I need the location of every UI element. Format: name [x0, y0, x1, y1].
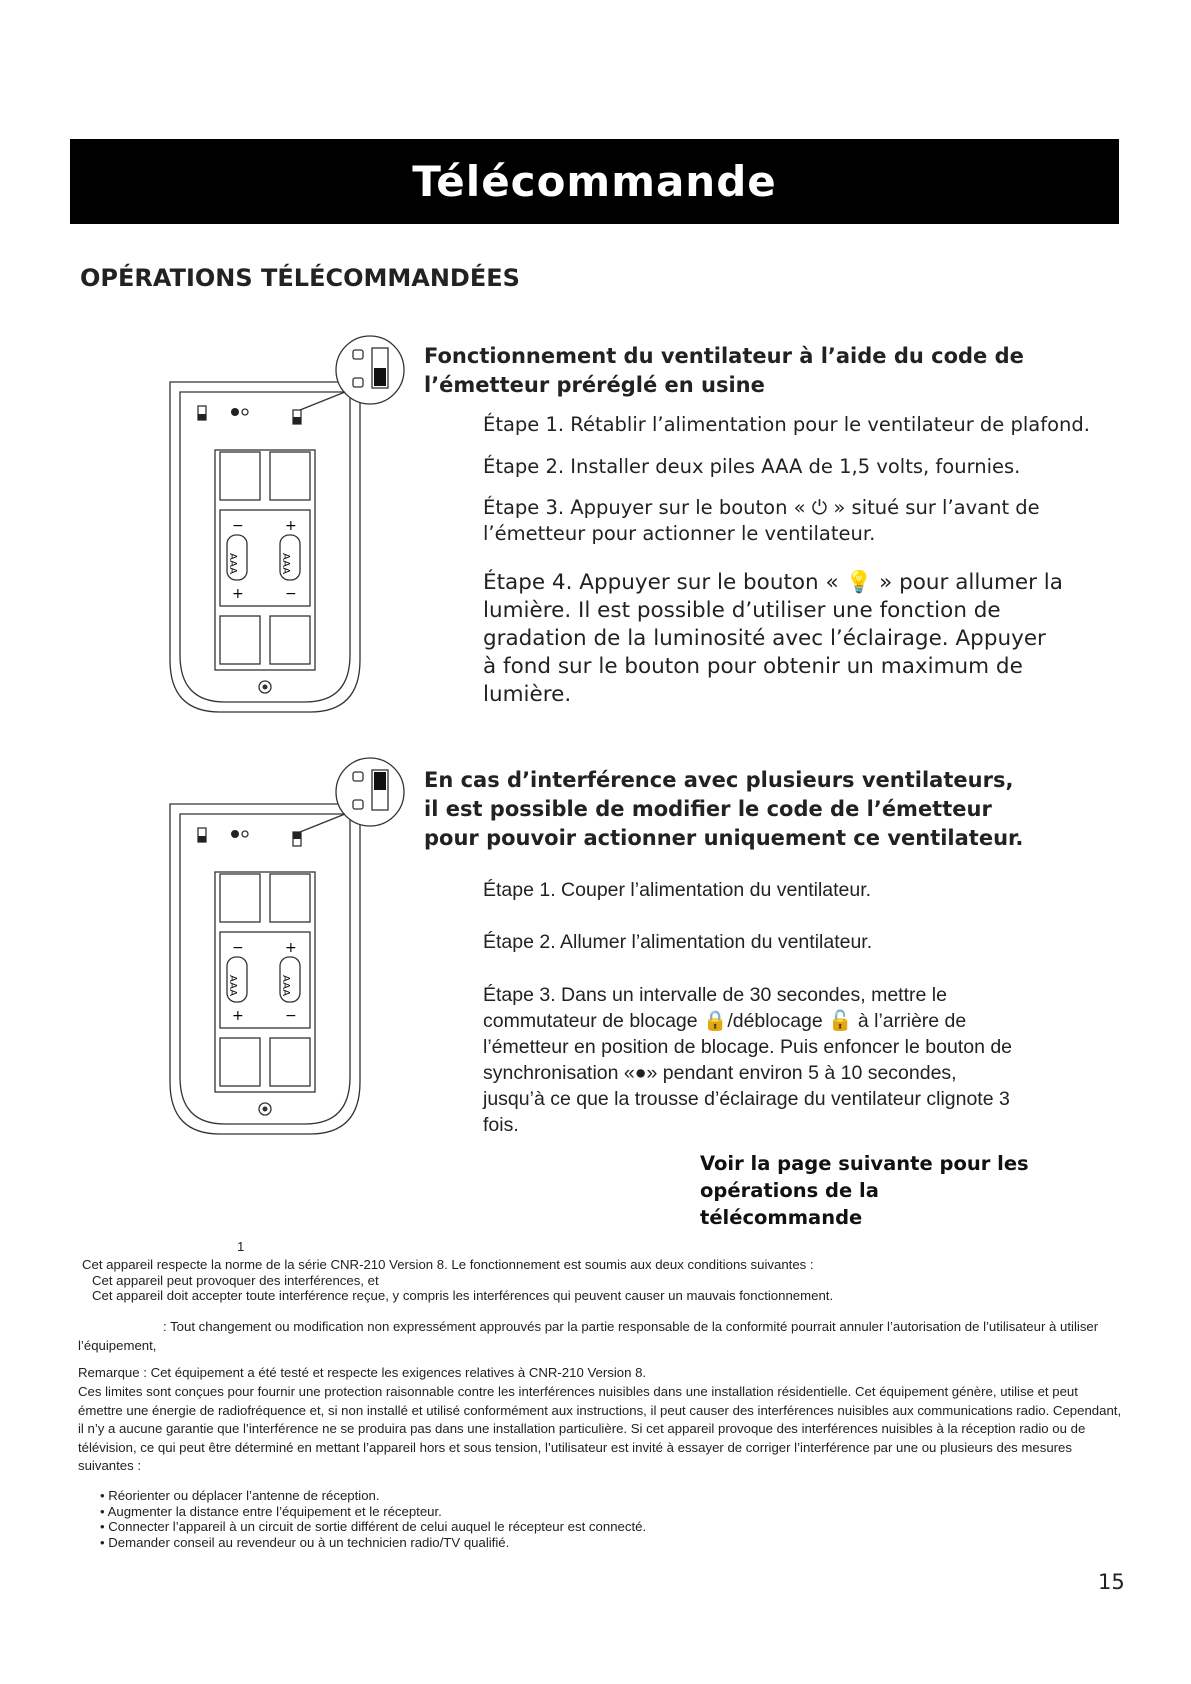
block1-step-2: Étape 2. Installer deux piles AAA de 1,5 volts, fournies. [483, 455, 1021, 478]
block2-step-1: Étape 1. Couper l’alimentation du ventilateur. [483, 879, 872, 901]
page-title-banner [70, 139, 1119, 224]
minus-sign: − [285, 586, 297, 602]
plus-sign: + [285, 518, 297, 534]
block2-heading: En cas d’interférence avec plusieurs ventilateurs, il est possible de modifier le code de l’émetteur pour pouvoir actionner uniquement ce ventilateur. [424, 768, 1024, 850]
remote-body [170, 382, 360, 712]
block1-step-1: Étape 1. Rétablir l’alimentation pour le ventilateur de plafond. [483, 413, 1090, 436]
block1-heading: Fonctionnement du ventilateur à l’aide du code de l’émetteur préréglé en usine [424, 344, 1024, 397]
footnote-marker: 1 [237, 1239, 245, 1254]
plus-sign: + [232, 586, 244, 602]
minus-sign: − [285, 1008, 297, 1024]
remote-body [170, 804, 360, 1134]
minus-sign: − [232, 940, 244, 956]
bullet-item: • Connecter l’appareil à un circuit de sortie différent de celui auquel le récepteur est connecté. [100, 1519, 1000, 1535]
remote-back-illustration-locked [160, 752, 420, 1142]
battery-label: AAA [227, 553, 238, 575]
bullet-item: • Demander conseil au revendeur ou à un technicien radio/TV qualifié. [100, 1535, 1000, 1551]
lock-switch-inset-icon [300, 336, 404, 410]
minus-sign: − [232, 518, 244, 534]
block1-step-3: Étape 3. Appuyer sur le bouton « ⏻ » situé sur l’avant de l’émetteur pour actionner le ventilateur. [483, 496, 1040, 545]
battery-label: AAA [227, 975, 238, 997]
page-title: Télécommande [412, 157, 777, 206]
block2-step-2: Étape 2. Allumer l’alimentation du ventilateur. [483, 931, 873, 953]
footnote-warning: : Tout changement ou modification non expressément approuvés par la partie responsable de la conformité pourrait annuler l’autorisation de l’utilisateur à utiliser l’équipement, [78, 1319, 1099, 1353]
battery-label: AAA [280, 975, 291, 997]
footnote-line: Cet appareil doit accepter toute interférence reçue, y compris les interférences qui peuvent causer un mauvais fonctionnement. [92, 1288, 834, 1303]
footnote-paragraph: Ces limites sont conçues pour fournir une protection raisonnable contre les interférences nuisibles dans une installation résidentielle. Cet équipement génère, utilise et peut émettre une énergie de radiofréquence et, si non installé et utilisé conformément aux instructions, il peut causer des interférences nuisibles aux communications radio. Cependant, il n’y a aucune garantie que l’interférence ne se produira pas dans une installation particulière. Si cet appareil provoque des interférences nuisibles à la réception radio ou de télévision, ce qui peut être déterminé en mettant l’appareil hors et sous tension, l’utilisateur est invité à essayer de corriger l’interférence par une ou plusieurs des mesures suivantes : [78, 1384, 1122, 1473]
block1-step-4: Étape 4. Appuyer sur le bouton « 💡 » pour allumer la lumière. Il est possible d’utiliser une fonction de gradation de la luminosité avec l’éclairage. Appuyer à fond sur le bouton pour obtenir un maximum de lumière. [483, 570, 1063, 707]
page-number: 15 [1098, 1570, 1125, 1594]
next-page-note: Voir la page suivante pour les opérations de la télécommande [700, 1152, 1029, 1229]
bullet-item: • Réorienter ou déplacer l’antenne de réception. [100, 1488, 1000, 1504]
footnote-remark: Remarque : Cet équipement a été testé et respecte les exigences relatives à CNR-210 Version 8. [78, 1365, 647, 1380]
footnote-conditions [82, 1257, 1132, 1304]
section-title: OPÉRATIONS TÉLÉCOMMANDÉES [80, 264, 520, 292]
plus-sign: + [232, 1008, 244, 1024]
lock-switch-inset-icon [300, 758, 404, 832]
plus-sign: + [285, 940, 297, 956]
battery-labels [227, 518, 297, 602]
footnote-line: Cet appareil peut provoquer des interférences, et [92, 1272, 379, 1288]
block1 [424, 342, 1044, 400]
remote-back-illustration-unlocked [160, 330, 420, 720]
battery-labels [227, 940, 297, 1024]
block2-step-3: Étape 3. Dans un intervalle de 30 secondes, mettre le commutateur de blocage 🔒/déblocage 🔓 à l’arrière de l’émetteur en position de blocage. Puis enfoncer le bouton de synchronisation «●» pendant environ 5 à 10 secondes, jusqu’à ce que la trousse d’éclairage du ventilateur clignote 3 fois. [483, 984, 1013, 1136]
battery-label: AAA [280, 553, 291, 575]
bullet-item: • Augmenter la distance entre l’équipement et le récepteur. [100, 1504, 1000, 1520]
footnote-line: Cet appareil respecte la norme de la série CNR-210 Version 8. Le fonctionnement est soumis aux deux conditions suivantes : [82, 1257, 814, 1272]
footnote-bullets [100, 1488, 1000, 1550]
